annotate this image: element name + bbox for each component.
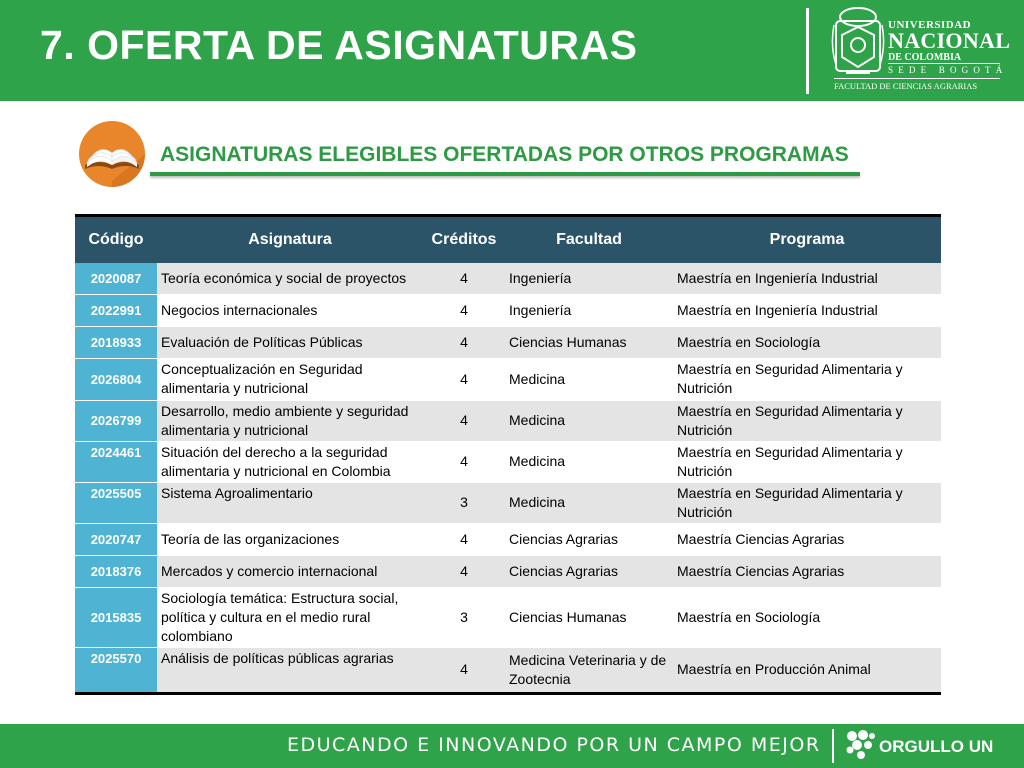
cell-facultad: Ingeniería — [505, 263, 673, 294]
orgullo-un-text: ORGULLO UN — [879, 737, 994, 756]
table-row — [75, 555, 941, 587]
cell-facultad: Medicina — [505, 400, 673, 441]
logo-line-nacional: NACIONAL — [888, 28, 1011, 53]
cell-asignatura: Negocios internacionales — [157, 294, 423, 326]
cell-creditos: 4 — [423, 294, 505, 326]
cell-creditos: 3 — [423, 587, 505, 647]
table-header-row — [75, 216, 941, 264]
logo-line-universidad: UNIVERSIDAD — [888, 19, 972, 31]
table-row — [75, 647, 941, 693]
header-divider — [806, 8, 809, 94]
page-title: 7. OFERTA DE ASIGNATURAS — [40, 22, 638, 68]
grape-cluster-icon — [845, 728, 879, 764]
cell-programa: Maestría en Ingeniería Industrial — [673, 263, 941, 294]
cell-codigo: 2025505 — [75, 482, 157, 523]
subtitle-underline — [150, 172, 860, 176]
header-creditos: Créditos — [423, 216, 505, 264]
cell-codigo: 2026799 — [75, 400, 157, 441]
cell-facultad: Medicina — [505, 441, 673, 482]
cell-asignatura: Sistema Agroalimentario — [157, 482, 423, 523]
cell-codigo: 2020087 — [75, 263, 157, 294]
cell-programa: Maestría en Sociología — [673, 326, 941, 358]
course-offer-table — [75, 214, 941, 695]
cell-creditos: 4 — [423, 523, 505, 555]
logo-rule — [888, 63, 1000, 64]
cell-asignatura: Conceptualización en Seguridad alimentaria y nutricional — [157, 358, 423, 400]
cell-codigo: 2024461 — [75, 441, 157, 482]
cell-creditos: 4 — [423, 647, 505, 693]
cell-programa: Maestría en Producción Animal — [673, 647, 941, 693]
header-bar — [0, 0, 1024, 101]
cell-programa: Maestría en Seguridad Alimentaria y Nutrición — [673, 482, 941, 523]
cell-codigo: 2015835 — [75, 587, 157, 647]
cell-programa: Maestría en Seguridad Alimentaria y Nutrición — [673, 441, 941, 482]
logo-line-de-colombia: DE COLOMBIA — [888, 52, 962, 63]
cell-creditos: 4 — [423, 263, 505, 294]
cell-facultad: Medicina Veterinaria y de Zootecnia — [505, 647, 673, 693]
cell-programa: Maestría en Sociología — [673, 587, 941, 647]
open-book-icon — [79, 121, 145, 187]
table-row — [75, 587, 941, 647]
table-row — [75, 523, 941, 555]
header-programa: Programa — [673, 216, 941, 264]
cell-asignatura: Teoría de las organizaciones — [157, 523, 423, 555]
cell-facultad: Ciencias Humanas — [505, 326, 673, 358]
cell-facultad: Ciencias Agrarias — [505, 523, 673, 555]
section-subtitle: ASIGNATURAS ELEGIBLES OFERTADAS POR OTROS PROGRAMAS — [160, 143, 849, 166]
university-seal-icon — [830, 5, 886, 79]
cell-codigo: 2026804 — [75, 358, 157, 400]
cell-codigo: 2020747 — [75, 523, 157, 555]
table-row — [75, 482, 941, 523]
cell-asignatura: Mercados y comercio internacional — [157, 555, 423, 587]
cell-asignatura: Análisis de políticas públicas agrarias — [157, 647, 423, 693]
footer-slogan: EDUCANDO E INNOVANDO POR UN CAMPO MEJOR — [287, 734, 821, 756]
cell-codigo: 2025570 — [75, 647, 157, 693]
cell-programa: Maestría Ciencias Agrarias — [673, 523, 941, 555]
cell-facultad: Medicina — [505, 482, 673, 523]
cell-creditos: 4 — [423, 326, 505, 358]
cell-facultad: Ingeniería — [505, 294, 673, 326]
logo-rule — [834, 78, 1000, 79]
logo-line-facultad: FACULTAD DE CIENCIAS AGRARIAS — [834, 81, 978, 91]
cell-programa: Maestría en Seguridad Alimentaria y Nutrición — [673, 358, 941, 400]
cell-asignatura: Situación del derecho a la seguridad alimentaria y nutricional en Colombia — [157, 441, 423, 482]
cell-creditos: 3 — [423, 482, 505, 523]
cell-creditos: 4 — [423, 441, 505, 482]
cell-programa: Maestría en Seguridad Alimentaria y Nutrición — [673, 400, 941, 441]
cell-asignatura: Desarrollo, medio ambiente y seguridad alimentaria y nutricional — [157, 400, 423, 441]
table-row — [75, 358, 941, 400]
footer-bar — [0, 724, 1024, 768]
header-codigo: Código — [75, 216, 157, 264]
footer-divider — [832, 729, 834, 763]
cell-codigo: 2018933 — [75, 326, 157, 358]
table-row — [75, 294, 941, 326]
table-row — [75, 441, 941, 482]
cell-creditos: 4 — [423, 400, 505, 441]
cell-creditos: 4 — [423, 555, 505, 587]
table-row — [75, 326, 941, 358]
cell-facultad: Medicina — [505, 358, 673, 400]
cell-asignatura: Sociología temática: Estructura social, política y cultura en el medio rural colombiano — [157, 587, 423, 647]
university-logo — [830, 5, 1011, 97]
cell-asignatura: Teoría económica y social de proyectos — [157, 263, 423, 294]
header-asignatura: Asignatura — [157, 216, 423, 264]
cell-asignatura: Evaluación de Políticas Públicas — [157, 326, 423, 358]
logo-line-sede: SEDE BOGOTÁ — [888, 65, 1008, 75]
cell-creditos: 4 — [423, 358, 505, 400]
orgullo-un-logo — [845, 728, 1020, 764]
cell-facultad: Ciencias Agrarias — [505, 555, 673, 587]
cell-codigo: 2018376 — [75, 555, 157, 587]
cell-programa: Maestría en Ingeniería Industrial — [673, 294, 941, 326]
cell-facultad: Ciencias Humanas — [505, 587, 673, 647]
header-facultad: Facultad — [505, 216, 673, 264]
cell-programa: Maestría Ciencias Agrarias — [673, 555, 941, 587]
cell-codigo: 2022991 — [75, 294, 157, 326]
table-row — [75, 263, 941, 294]
table-row — [75, 400, 941, 441]
